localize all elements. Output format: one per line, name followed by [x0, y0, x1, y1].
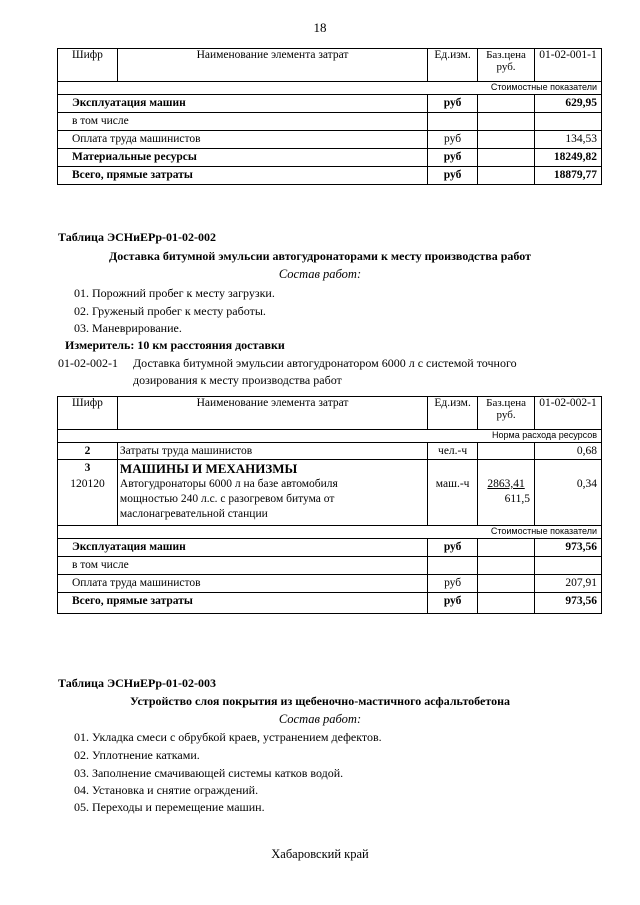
row-code: 3: [58, 460, 118, 478]
footer-region: Хабаровский край: [271, 847, 369, 861]
work-item: 04. Установка и снятие ограждений.: [74, 783, 259, 797]
row-name: Всего, прямые затраты: [58, 167, 428, 185]
row-name: Оплата труда машинистов: [58, 131, 428, 149]
section-heading: Доставка битумной эмульсии автогудронаторами к месту производства работ: [109, 249, 531, 263]
price-top: 2863,41: [487, 478, 525, 490]
row-value: 0,68: [535, 443, 602, 460]
row-value: 629,95: [535, 95, 602, 113]
rate-description-line2: дозирования к месту производства работ: [133, 373, 342, 387]
work-item: 03. Заполнение смачивающей системы катков водой.: [74, 766, 344, 780]
work-item: 02. Груженый пробег к месту работы.: [74, 304, 266, 318]
work-item: 03. Маневрирование.: [74, 321, 182, 335]
col-header-name: Наименование элемента затрат: [117, 397, 427, 430]
row-unit: руб: [428, 95, 478, 113]
col-header-price: Баз.цена руб.: [478, 397, 535, 430]
price-bottom: 611,5: [504, 493, 531, 505]
row-unit: руб: [428, 167, 478, 185]
row-value: 0,34: [535, 477, 602, 526]
meter: Измеритель: 10 км расстояния доставки: [65, 338, 285, 352]
col-header-code: Шифр: [58, 49, 118, 82]
table-id-01-02-002: Таблица ЭСНиЕРр-01-02-002: [58, 230, 217, 244]
work-item: 01. Укладка смеси с обрубкой краев, устранением дефектов.: [74, 730, 382, 744]
col-header-price: Баз.цена руб.: [478, 49, 535, 82]
row-value: 973,56: [535, 539, 602, 557]
row-code: 2: [58, 443, 118, 460]
row-value: 134,53: [535, 131, 602, 149]
row-unit: руб: [428, 149, 478, 167]
table-id-01-02-003: Таблица ЭСНиЕРр-01-02-003: [58, 676, 217, 690]
name-line: Автогудронаторы 6000 л на базе автомобиля: [119, 478, 338, 490]
row-unit: руб: [428, 131, 478, 149]
rate-code: 01-02-002-1: [58, 356, 118, 370]
row-name: Затраты труда машинистов: [117, 443, 427, 460]
row-unit: маш.-ч: [428, 477, 478, 526]
page-number: 18: [313, 20, 327, 35]
subheader-cost-indicators: Стоимостные показатели: [58, 82, 602, 95]
row-name: Оплата труда машинистов: [58, 575, 428, 593]
row-price: [478, 477, 535, 526]
name-line: маслонагревательной станции: [119, 508, 268, 520]
row-value: 973,56: [535, 593, 602, 614]
cost-table-01-02-001: [57, 48, 602, 185]
row-name: [117, 477, 427, 526]
row-value: 207,91: [535, 575, 602, 593]
work-item: 02. Уплотнение катками.: [74, 748, 200, 762]
col-header-rate-code: 01-02-002-1: [535, 397, 602, 430]
row-name: Эксплуатация машин: [58, 95, 428, 113]
row-unit: руб: [428, 593, 478, 614]
col-header-rate-code: 01-02-001-1: [535, 49, 602, 82]
cost-table-01-02-002: [57, 396, 602, 614]
col-header-unit: Ед.изм.: [428, 397, 478, 430]
row-name: Материальные ресурсы: [58, 149, 428, 167]
rate-description-line1: Доставка битумной эмульсии автогудронатором 6000 л с системой точного: [133, 356, 517, 370]
row-name: МАШИНЫ И МЕХАНИЗМЫ: [117, 460, 427, 478]
row-value: 18879,77: [535, 167, 602, 185]
work-item: 05. Переходы и перемещение машин.: [74, 800, 265, 814]
subheader-resource-norm: Норма расхода ресурсов: [58, 430, 602, 443]
subheader-cost-indicators: Стоимостные показатели: [58, 526, 602, 539]
col-header-name: Наименование элемента затрат: [117, 49, 427, 82]
work-item: 01. Порожний пробег к месту загрузки.: [74, 286, 275, 300]
row-code: 120120: [58, 477, 118, 526]
row-name: Всего, прямые затраты: [58, 593, 428, 614]
col-header-unit: Ед.изм.: [428, 49, 478, 82]
row-unit: руб: [428, 539, 478, 557]
row-name: в том числе: [58, 113, 428, 131]
row-name: в том числе: [58, 557, 428, 575]
row-value: 18249,82: [535, 149, 602, 167]
col-header-code: Шифр: [58, 397, 118, 430]
name-line: мощностью 240 л.с. с разогревом битума от: [119, 493, 335, 505]
section-heading: Устройство слоя покрытия из щебеночно-мастичного асфальтобетона: [129, 694, 511, 708]
composition-title: Состав работ:: [278, 267, 362, 281]
row-unit: чел.-ч: [428, 443, 478, 460]
row-name: Эксплуатация машин: [58, 539, 428, 557]
composition-title: Состав работ:: [278, 712, 362, 726]
row-unit: руб: [428, 575, 478, 593]
